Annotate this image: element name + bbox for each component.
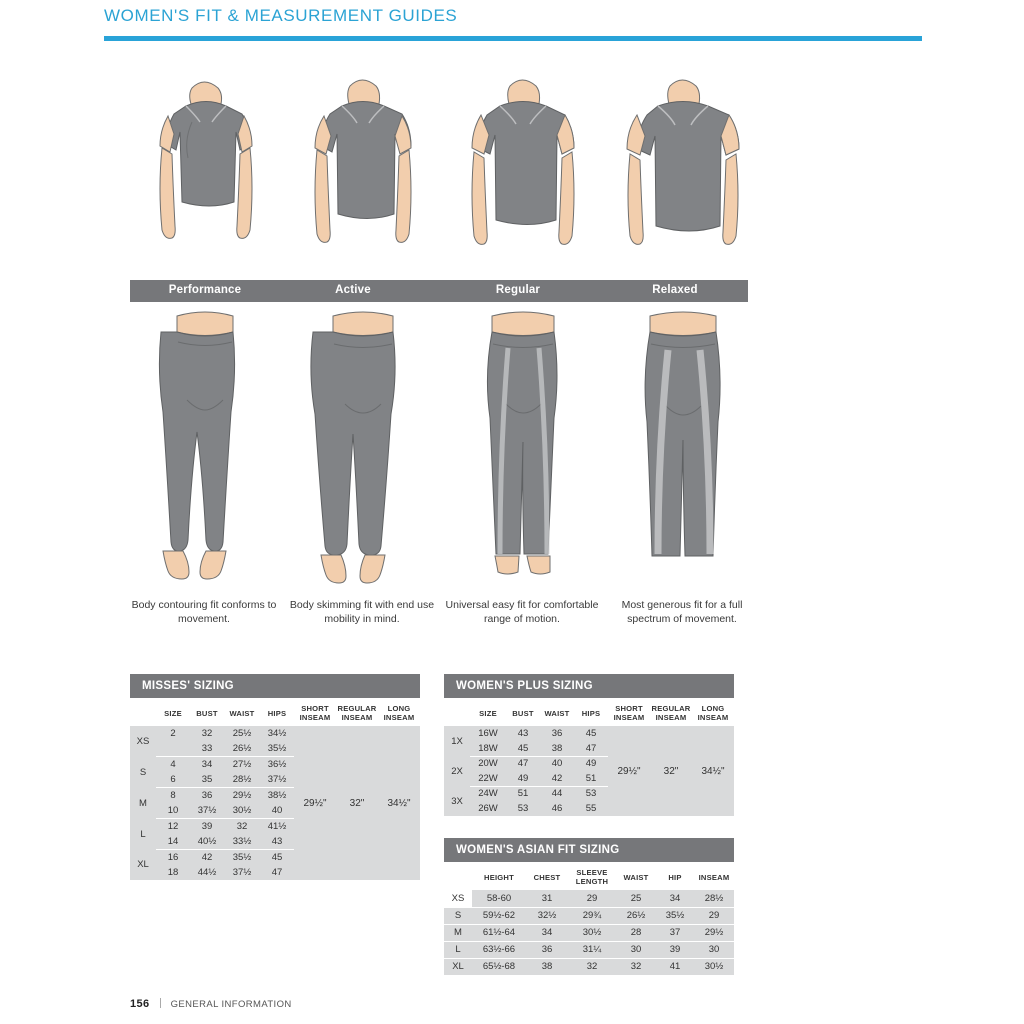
- misses-hips: 35½: [260, 741, 294, 757]
- plus-hips: 47: [574, 741, 608, 756]
- asian-height: 61½-64: [472, 924, 526, 941]
- plus-col-regular-inseam: REGULAR INSEAM: [651, 704, 691, 722]
- fit-description-relaxed: Most generous fit for a full spectrum of movement.: [621, 599, 743, 625]
- misses-bust: 34: [190, 757, 224, 773]
- plus-header-row: [444, 698, 734, 726]
- asian-inseam: 30½: [694, 958, 734, 975]
- plus-hips: 49: [574, 756, 608, 771]
- asian-col-height: HEIGHT: [484, 872, 514, 882]
- page-title: WOMEN'S FIT & MEASUREMENT GUIDES: [104, 6, 458, 25]
- plus-size: 22W: [470, 771, 506, 786]
- fit-description-performance: Body contouring fit conforms to movement.: [131, 599, 277, 625]
- asian-fit-sizing-table: [444, 838, 734, 975]
- misses-size-label: S: [130, 757, 156, 788]
- fit-label-active: Active: [335, 284, 371, 296]
- plus-bust: 47: [506, 756, 540, 771]
- asian-height: 58-60: [472, 890, 526, 907]
- fit-label-bar: [130, 280, 748, 302]
- misses-hips: 47: [260, 865, 294, 880]
- misses-size: 10: [156, 803, 190, 819]
- asian-col-sleeve-length: SLEEVE LENGTH: [575, 868, 609, 886]
- misses-size-label: L: [130, 819, 156, 850]
- asian-col-blank: [444, 862, 472, 890]
- misses-table: [130, 698, 420, 880]
- asian-height: 65½-68: [472, 958, 526, 975]
- misses-hips: 45: [260, 850, 294, 866]
- fit-description-active: Body skimming fit with end use mobility in mind.: [289, 599, 435, 625]
- plus-waist: 36: [540, 726, 574, 741]
- tops-illustration-row: [130, 70, 748, 280]
- plus-col-hips: HIPS: [581, 708, 601, 718]
- plus-bust: 51: [506, 786, 540, 801]
- plus-col-bust: BUST: [512, 708, 534, 718]
- asian-table-title: WOMEN'S ASIAN FIT SIZING: [444, 838, 734, 862]
- asian-height: 63½-66: [472, 941, 526, 958]
- misses-bust: 40½: [190, 834, 224, 850]
- plus-waist: 40: [540, 756, 574, 771]
- plus-hips: 55: [574, 801, 608, 816]
- header-divider: [104, 36, 922, 41]
- asian-chest: 36: [526, 941, 568, 958]
- misses-col-waist: WAIST: [229, 708, 255, 718]
- asian-hip: 39: [656, 941, 694, 958]
- fit-label-performance: Performance: [168, 284, 242, 296]
- asian-height: 59½-62: [472, 907, 526, 924]
- fit-label-relaxed: Relaxed: [652, 284, 698, 296]
- misses-bust: 36: [190, 788, 224, 804]
- pant-figure-active: [288, 308, 438, 598]
- plus-table-title: WOMEN'S PLUS SIZING: [444, 674, 734, 698]
- top-figure-performance: [130, 70, 280, 280]
- asian-sleeve: 30½: [568, 924, 616, 941]
- plus-table: [444, 698, 734, 816]
- misses-size-label: M: [130, 788, 156, 819]
- page-number: 156: [130, 998, 150, 1010]
- misses-bust: 44½: [190, 865, 224, 880]
- misses-col-bust: BUST: [196, 708, 218, 718]
- misses-waist: 25½: [224, 726, 260, 741]
- asian-col-inseam: INSEAM: [698, 872, 730, 882]
- misses-waist: 33½: [224, 834, 260, 850]
- asian-sleeve: 32: [568, 958, 616, 975]
- asian-col-hip: HIP: [668, 872, 682, 882]
- asian-waist: 28: [616, 924, 656, 941]
- pant-figure-relaxed: [608, 308, 758, 598]
- misses-size: [156, 741, 190, 757]
- asian-waist: 30: [616, 941, 656, 958]
- plus-col-short-inseam: SHORT INSEAM: [613, 704, 645, 722]
- plus-size-label: 2X: [444, 756, 470, 786]
- misses-short-inseam-value: 29½": [294, 726, 336, 880]
- plus-bust: 53: [506, 801, 540, 816]
- top-figure-relaxed: [608, 70, 758, 280]
- misses-bust: 37½: [190, 803, 224, 819]
- misses-size: 2: [156, 726, 190, 741]
- misses-waist: 28½: [224, 772, 260, 788]
- misses-size: 6: [156, 772, 190, 788]
- table-row: [444, 726, 734, 741]
- asian-size: S: [444, 907, 472, 924]
- plus-waist: 46: [540, 801, 574, 816]
- asian-chest: 32½: [526, 907, 568, 924]
- asian-inseam: 29½: [694, 924, 734, 941]
- misses-waist: 29½: [224, 788, 260, 804]
- misses-header-row: [130, 698, 420, 726]
- plus-col-blank: [444, 698, 470, 726]
- table-row: [444, 924, 734, 941]
- plus-col-size: SIZE: [479, 708, 497, 718]
- asian-waist: 26½: [616, 907, 656, 924]
- table-row: [130, 726, 420, 741]
- plus-bust: 43: [506, 726, 540, 741]
- asian-sleeve: 29: [568, 890, 616, 907]
- plus-waist: 38: [540, 741, 574, 756]
- asian-hip: 34: [656, 890, 694, 907]
- misses-waist: 32: [224, 819, 260, 835]
- pant-figure-regular: [448, 308, 598, 598]
- plus-bust: 49: [506, 771, 540, 786]
- asian-size: L: [444, 941, 472, 958]
- fit-illustrations: [0, 70, 1024, 640]
- misses-col-regular-inseam: REGULAR INSEAM: [337, 704, 377, 722]
- misses-col-short-inseam: SHORT INSEAM: [299, 704, 331, 722]
- plus-size: 20W: [470, 756, 506, 771]
- asian-size: XL: [444, 958, 472, 975]
- top-figure-active: [288, 70, 438, 280]
- misses-size: 16: [156, 850, 190, 866]
- misses-bust: 39: [190, 819, 224, 835]
- misses-col-size: SIZE: [164, 708, 182, 718]
- plus-long-inseam-value: 34½": [692, 726, 734, 816]
- misses-regular-inseam-value: 32": [336, 726, 378, 880]
- plus-hips: 51: [574, 771, 608, 786]
- misses-hips: 41½: [260, 819, 294, 835]
- misses-hips: 40: [260, 803, 294, 819]
- asian-hip: 35½: [656, 907, 694, 924]
- plus-size: 24W: [470, 786, 506, 801]
- misses-bust: 32: [190, 726, 224, 741]
- asian-chest: 38: [526, 958, 568, 975]
- misses-col-blank: [130, 698, 156, 726]
- misses-hips: 34½: [260, 726, 294, 741]
- asian-inseam: 30: [694, 941, 734, 958]
- misses-size: 18: [156, 865, 190, 880]
- fit-description-regular: Universal easy fit for comfortable range of motion.: [445, 599, 599, 625]
- fit-descriptions: [130, 598, 748, 658]
- asian-waist: 32: [616, 958, 656, 975]
- plus-waist: 42: [540, 771, 574, 786]
- asian-col-waist: WAIST: [623, 872, 649, 882]
- misses-hips: 38½: [260, 788, 294, 804]
- plus-size: 26W: [470, 801, 506, 816]
- page-footer: [130, 998, 292, 1010]
- plus-col-waist: WAIST: [544, 708, 570, 718]
- misses-hips: 36½: [260, 757, 294, 773]
- asian-table: [444, 862, 734, 975]
- misses-size: 14: [156, 834, 190, 850]
- fit-label-regular: Regular: [495, 284, 541, 296]
- asian-chest: 34: [526, 924, 568, 941]
- footer-section: GENERAL INFORMATION: [170, 999, 292, 1010]
- misses-col-hips: HIPS: [267, 708, 287, 718]
- plus-size: 18W: [470, 741, 506, 756]
- misses-size-label: XL: [130, 850, 156, 881]
- plus-col-long-inseam: LONG INSEAM: [697, 704, 729, 722]
- misses-waist: 37½: [224, 865, 260, 880]
- footer-divider: [160, 998, 161, 1008]
- asian-header-row: [444, 862, 734, 890]
- plus-hips: 53: [574, 786, 608, 801]
- plus-regular-inseam-value: 32": [650, 726, 692, 816]
- misses-waist: 27½: [224, 757, 260, 773]
- asian-inseam: 28½: [694, 890, 734, 907]
- asian-hip: 41: [656, 958, 694, 975]
- page-header: [104, 6, 924, 26]
- plus-size: 16W: [470, 726, 506, 741]
- plus-size-label: 1X: [444, 726, 470, 756]
- plus-bust: 45: [506, 741, 540, 756]
- plus-short-inseam-value: 29½": [608, 726, 650, 816]
- asian-inseam: 29: [694, 907, 734, 924]
- asian-sleeve: 29¾: [568, 907, 616, 924]
- misses-waist: 30½: [224, 803, 260, 819]
- misses-sizing-table: [130, 674, 420, 880]
- misses-long-inseam-value: 34½": [378, 726, 420, 880]
- plus-size-label: 3X: [444, 786, 470, 816]
- misses-size: 8: [156, 788, 190, 804]
- misses-bust: 35: [190, 772, 224, 788]
- asian-size: M: [444, 924, 472, 941]
- table-row: [444, 890, 734, 907]
- asian-sleeve: 31¼: [568, 941, 616, 958]
- misses-hips: 37½: [260, 772, 294, 788]
- plus-hips: 45: [574, 726, 608, 741]
- top-figure-regular: [448, 70, 598, 280]
- table-row: [444, 907, 734, 924]
- asian-hip: 37: [656, 924, 694, 941]
- plus-waist: 44: [540, 786, 574, 801]
- asian-size: XS: [444, 890, 472, 907]
- misses-waist: 26½: [224, 741, 260, 757]
- misses-size: 4: [156, 757, 190, 773]
- misses-bust: 33: [190, 741, 224, 757]
- plus-sizing-table: [444, 674, 734, 816]
- misses-hips: 43: [260, 834, 294, 850]
- table-row: [444, 941, 734, 958]
- misses-col-long-inseam: LONG INSEAM: [383, 704, 415, 722]
- misses-table-title: MISSES' SIZING: [130, 674, 420, 698]
- asian-chest: 31: [526, 890, 568, 907]
- misses-waist: 35½: [224, 850, 260, 866]
- pant-figure-performance: [130, 308, 280, 598]
- asian-waist: 25: [616, 890, 656, 907]
- misses-bust: 42: [190, 850, 224, 866]
- misses-size: 12: [156, 819, 190, 835]
- pants-illustration-row: [130, 308, 748, 598]
- asian-col-chest: CHEST: [533, 872, 561, 882]
- table-row: [444, 958, 734, 975]
- misses-size-label: XS: [130, 726, 156, 757]
